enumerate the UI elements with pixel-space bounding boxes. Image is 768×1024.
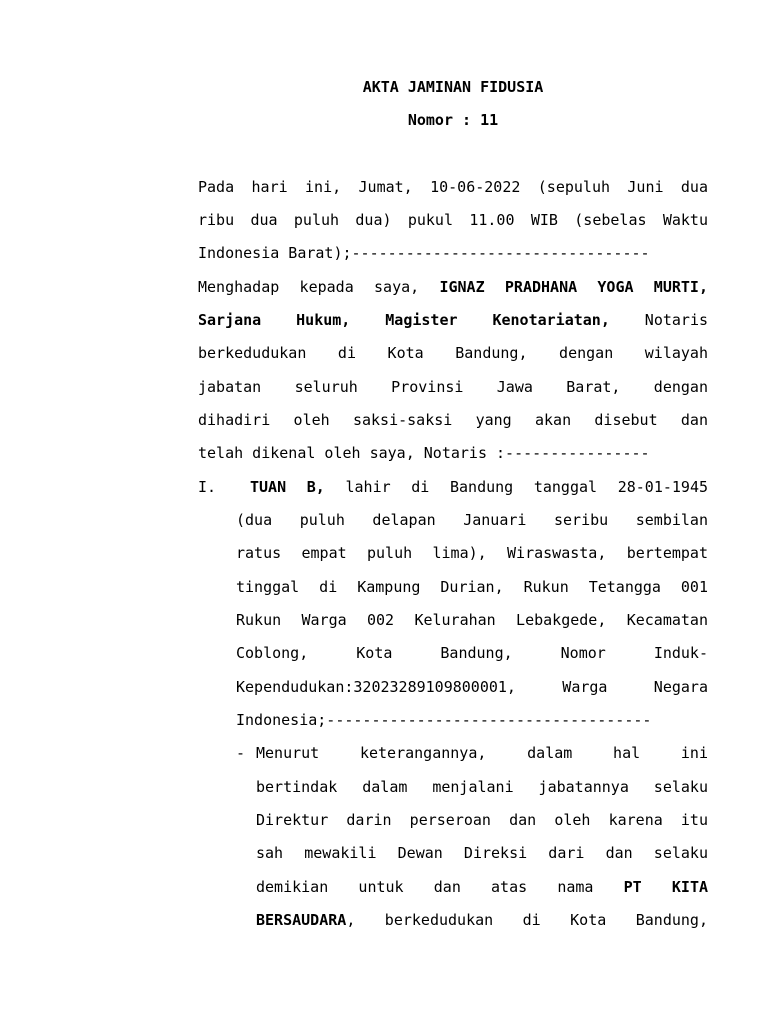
company-domicile: , berkedudukan di Kota Bandung, xyxy=(346,911,708,929)
party-line-5: Rukun Warga 002 Kelurahan Lebakgede, Kecamatan xyxy=(236,611,708,629)
subclause-line-1: Menurut keterangannya, dalam hal ini xyxy=(256,744,708,762)
subclause-line-6 xyxy=(256,910,708,930)
party-name: TUAN B, xyxy=(250,478,325,496)
document-number: Nomor : 11 xyxy=(407,111,499,129)
opening-line-6: berkedudukan di Kota Bandung, dengan wilayah xyxy=(198,344,708,362)
subclause-line-4: sah mewakili Dewan Direksi dari dan selaku xyxy=(256,844,708,862)
opening-line-1: Pada hari ini, Jumat, 10-06-2022 (sepuluh Juni dua xyxy=(198,178,708,196)
opening-line-4 xyxy=(198,277,708,297)
notary-title: Sarjana Hukum, Magister Kenotariatan, xyxy=(198,311,610,329)
company-name-part-1: PT KITA xyxy=(623,878,708,896)
opening-text: Menghadap kepada saya, xyxy=(198,278,420,296)
party-line-2: (dua puluh delapan Januari seribu sembilan xyxy=(236,511,708,529)
party-line-8: Indonesia;------------------------------------ xyxy=(236,711,652,729)
subclause-line-3: Direktur darin perseroan dan oleh karena itu xyxy=(256,811,708,829)
notary-role: Notaris xyxy=(644,311,708,329)
subclause-marker: - xyxy=(236,744,246,762)
opening-line-2: ribu dua puluh dua) pukul 11.00 WIB (sebelas Waktu xyxy=(198,211,708,229)
opening-line-3: Indonesia Barat);--------------------------------- xyxy=(198,244,650,262)
party-line-6: Coblong, Kota Bandung, Nomor Induk- xyxy=(236,644,708,662)
party-line-1 xyxy=(250,477,708,497)
document-title: AKTA JAMINAN FIDUSIA xyxy=(362,78,544,96)
notary-name: IGNAZ PRADHANA YOGA MURTI, xyxy=(439,278,708,296)
subclause-line-2: bertindak dalam menjalani jabatannya selaku xyxy=(256,778,708,796)
subclause-line-5 xyxy=(256,877,708,897)
company-name-part-2: BERSAUDARA xyxy=(256,911,347,929)
party-marker: I. xyxy=(198,478,217,496)
party-line-4: tinggal di Kampung Durian, Rukun Tetangga 001 xyxy=(236,578,708,596)
subclause-text: demikian untuk dan atas nama xyxy=(256,878,594,896)
party-birth: lahir di Bandung tanggal 28-01-1945 xyxy=(345,478,708,496)
opening-line-7: jabatan seluruh Provinsi Jawa Barat, dengan xyxy=(198,378,708,396)
opening-line-9: telah dikenal oleh saya, Notaris :---------------- xyxy=(198,444,650,462)
opening-line-8: dihadiri oleh saksi-saksi yang akan disebut dan xyxy=(198,411,708,429)
party-line-3: ratus empat puluh lima), Wiraswasta, bertempat xyxy=(236,544,708,562)
opening-line-5 xyxy=(198,310,708,330)
party-line-7: Kependudukan:32023289109800001, Warga Negara xyxy=(236,678,708,696)
